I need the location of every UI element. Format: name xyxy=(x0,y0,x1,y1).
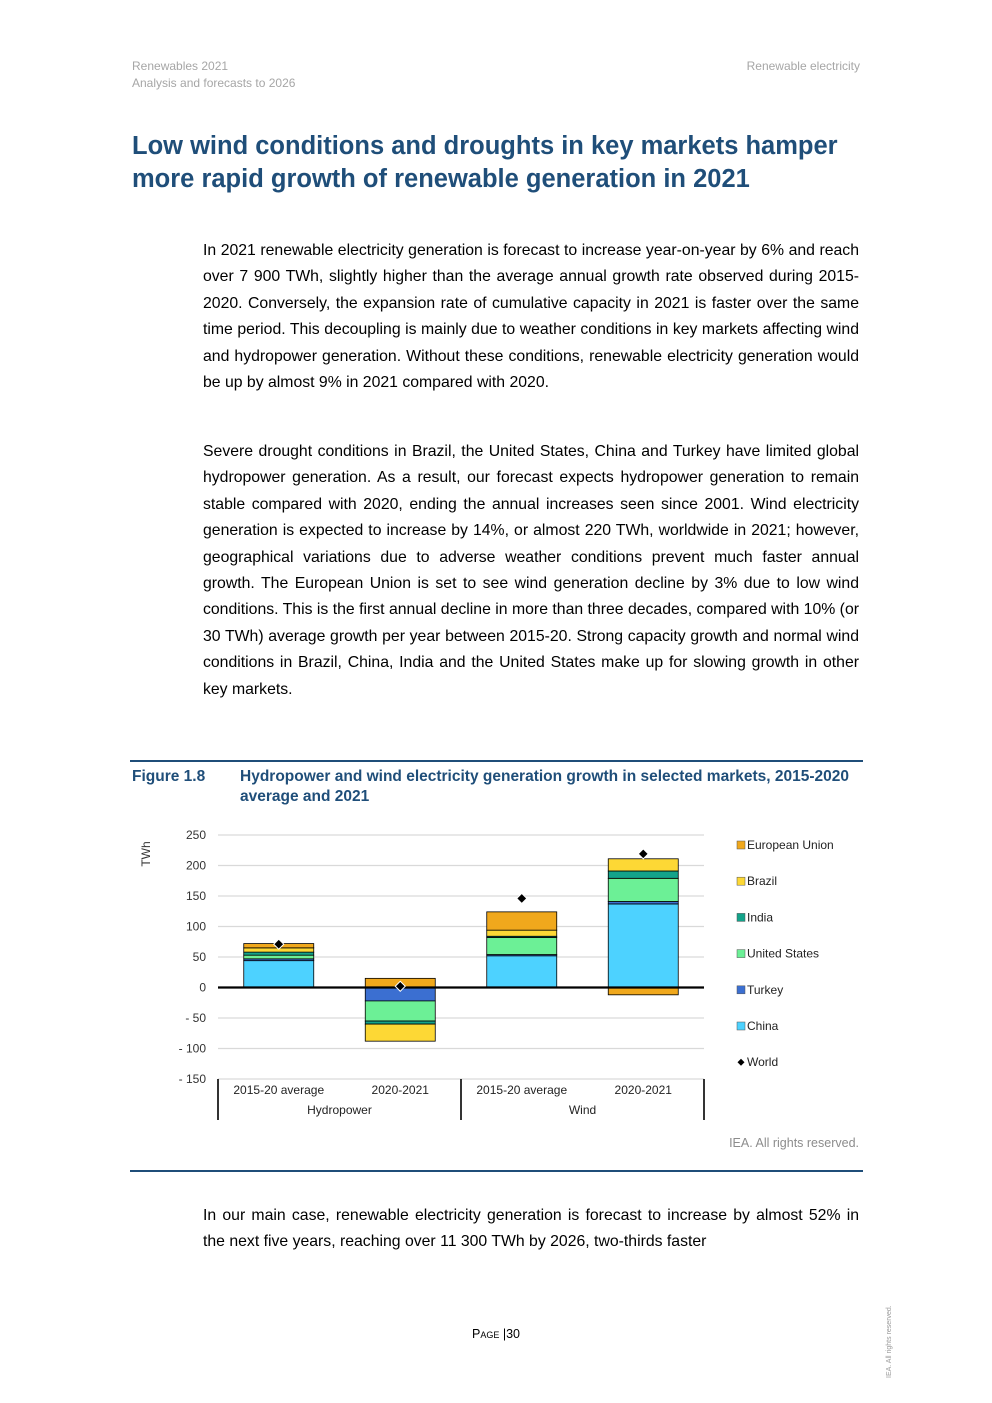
figure-credit: IEA. All rights reserved. xyxy=(729,1136,859,1150)
y-tick-label: - 100 xyxy=(178,1041,206,1056)
figure-label: Figure 1.8 xyxy=(132,768,206,785)
bar-segment-united-states xyxy=(487,937,557,954)
bar-segment-china xyxy=(608,904,678,988)
y-tick-label: 50 xyxy=(192,950,206,964)
category-label: 2020-2021 xyxy=(371,1083,429,1097)
legend-label: Brazil xyxy=(747,874,778,889)
legend-label: Turkey xyxy=(747,982,784,997)
y-tick-label: 100 xyxy=(185,919,206,934)
stacked-bar-chart xyxy=(132,820,862,1125)
figure-bottom-rule xyxy=(130,1170,863,1172)
bar-segment-brazil xyxy=(608,859,678,871)
bar-segment-china xyxy=(244,961,314,988)
y-tick-label: - 150 xyxy=(178,1072,206,1086)
legend-world-marker xyxy=(738,1059,745,1066)
page-header-left xyxy=(132,58,295,92)
bar-segment-china xyxy=(487,956,557,988)
category-label: 2015-20 average xyxy=(476,1083,568,1097)
figure-title: Hydropower and wind electricity generation growth in selected markets, 2015-2020 average and 2021 xyxy=(240,768,850,805)
paragraph-1: In 2021 renewable electricity generation is forecast to increase year-on-year by 6% and reach over 7 900 TWh, slightly higher than the average annual growth rate observed during 2015-2020. Conversely, the expansion rate of cumulative capacity in 2021 is faster over the same time period. This decoupling is mainly due to weather conditions in key markets affecting wind and hydropower generation. Without these conditions, renewable electricity generation would be up by almost 9% in 2021 compared with 2020. xyxy=(203,242,859,392)
y-axis-label: TWh xyxy=(139,841,153,867)
bar-segment-india xyxy=(365,1021,435,1024)
group-label: Hydropower xyxy=(307,1103,372,1117)
page-word: Page xyxy=(472,1327,500,1341)
paragraph-2: Severe drought conditions in Brazil, the United States, China and Turkey have limited global hydropower generation. As a result, our forecast expects hydropower generation to remain stable compared with 2020, ending the annual increases seen since 2001. Wind electricity generation is expected to increase by 14%, or almost 220 TWh, worldwide in 2021; however, geographical variations due to adverse weather conditions prevent much faster annual growth. The European Union is set to see wind generation decline by 3% due to low wind conditions. This is the first annual decline in more than three decades, compared with 10% (or 30 TWh) average growth per year between 2015-20. Strong capacity growth and normal wind conditions in Brazil, China, India and the United States make up for slowing growth in other key markets. xyxy=(203,443,859,698)
y-tick-label: - 50 xyxy=(185,1011,206,1025)
y-tick-label: 250 xyxy=(185,828,206,842)
page-heading: Low wind conditions and droughts in key markets hamper more rapid growth of renewable generation in 2021 xyxy=(132,132,838,193)
category-label: 2015-20 average xyxy=(233,1083,325,1097)
report-title: Renewables 2021 xyxy=(132,59,229,73)
bar-segment-india xyxy=(244,952,314,955)
bar-segment-european-union xyxy=(487,912,557,930)
world-marker xyxy=(517,893,527,903)
bar-segment-india xyxy=(608,871,678,878)
y-tick-label: 150 xyxy=(185,889,206,903)
legend-swatch-china xyxy=(737,1022,745,1030)
page-separator: | xyxy=(502,1327,507,1341)
bar-segment-brazil xyxy=(487,930,557,936)
legend-label: European Union xyxy=(747,838,834,852)
world-marker xyxy=(638,849,648,859)
page-number-value: 30 xyxy=(506,1327,520,1341)
figure-top-rule xyxy=(130,760,863,762)
y-tick-label: 200 xyxy=(185,858,206,873)
legend-label: United States xyxy=(747,946,820,961)
bar-segment-brazil xyxy=(365,1024,435,1041)
bar-segment-united-states xyxy=(608,878,678,901)
y-tick-label: 0 xyxy=(199,980,206,995)
report-subtitle: Analysis and forecasts to 2026 xyxy=(132,76,296,90)
section-name: Renewable electricity xyxy=(746,59,860,73)
legend-label: India xyxy=(747,910,774,925)
bar-segment-united-states xyxy=(244,955,314,959)
side-rights-note: IEA. All rights reserved. xyxy=(886,1305,893,1378)
legend-swatch-india xyxy=(737,913,745,921)
legend-swatch-brazil xyxy=(737,877,745,885)
legend-label: World xyxy=(747,1055,779,1070)
paragraph-3: In our main case, renewable electricity generation is forecast to increase by almost 52% in the next five years, reaching over 11 300 TWh by 2026, two-thirds faster xyxy=(203,1207,859,1251)
legend-swatch-turkey xyxy=(737,986,745,994)
legend-label: China xyxy=(747,1019,779,1033)
legend-swatch-european-union xyxy=(737,841,745,849)
bar-segment-united-states xyxy=(365,1001,435,1021)
category-label: 2020-2021 xyxy=(614,1083,672,1097)
legend-swatch-united-states xyxy=(737,950,745,958)
group-label: Wind xyxy=(568,1103,597,1117)
page-number xyxy=(0,1327,992,1341)
